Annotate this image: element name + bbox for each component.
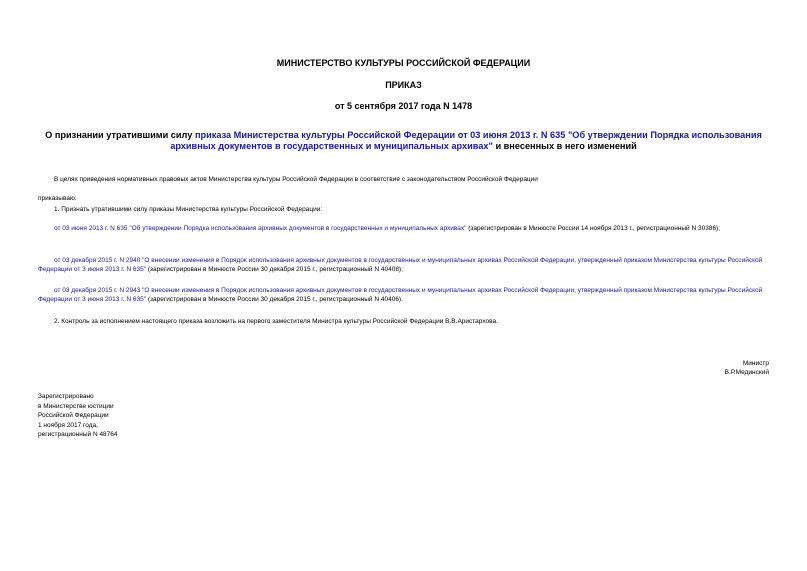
registration-line: Российской Федерации	[38, 412, 109, 419]
item-1: 1. Признать утратившими силу приказы Министерства культуры Российской Федерации:	[54, 206, 323, 213]
doc-type-heading: ПРИКАЗ	[385, 80, 422, 90]
reference-1	[38, 224, 770, 233]
reference-2	[38, 256, 770, 274]
date-number-heading: от 5 сентября 2017 года N 1478	[334, 101, 473, 111]
reference-2-link[interactable]: от 03 декабря 2015 г. N 2940 "О внесении изменения в Порядок использования архивных документов в государственных и муниципальных архивах Российской Федерации, утвержденный приказом Министерства культуры Российской Федерации от 3 июня 2013 г. N 635"	[38, 257, 763, 273]
registration-line: регистрационный N 48764	[38, 431, 118, 438]
registration-line: 1 ноября 2017 года,	[38, 421, 98, 429]
signature-position: Министр	[742, 360, 769, 367]
registration-block	[38, 392, 118, 440]
reference-3-text: (зарегистрирован в Минюсте России 30 декабря 2015 г., регистрационный N 40406).	[146, 296, 403, 303]
document-title	[40, 130, 767, 152]
reference-3	[38, 286, 770, 304]
ministry-heading: МИНИСТЕРСТВО КУЛЬТУРЫ РОССИЙСКОЙ ФЕДЕРАЦИИ	[276, 58, 531, 68]
title-order-link[interactable]: приказа Министерства культуры Российской Федерации от 03 июня 2013 г. N 635 "Об утверждении Порядка использования архивных документов в государственных и муниципальных архивах"	[170, 130, 762, 151]
item-2: 2. Контроль за исполнением настоящего приказа возложить на первого заместителя Министра культуры Российской Федерации В.В.Аристархова.	[54, 318, 498, 325]
reference-1-text: (зарегистрирован в Минюсте России 14 ноября 2013 г., регистрационный N 30386);	[466, 225, 721, 232]
title-suffix: и внесенных в него изменений	[492, 141, 637, 151]
order-word: приказываю:	[38, 195, 77, 202]
reference-3-link[interactable]: от 03 декабря 2015 г. N 2943 "О внесении изменения в Порядок использования архивных документов в государственных и муниципальных архивах Российской Федерации, утвержденный приказом Министерства культуры Российской Федерации от 3 июня 2013 г. N 635"	[38, 287, 763, 303]
signature-name: В.Р.Мединский	[724, 369, 769, 376]
registration-line: в Министерстве юстиции	[38, 402, 114, 410]
reference-2-text: (зарегистрирован в Минюсте России 30 декабря 2015 г., регистрационный N 40408);	[146, 266, 403, 273]
title-prefix: О признании утратившими силу	[45, 130, 195, 140]
reference-1-link[interactable]: от 03 июня 2013 г. N 635 "Об утверждении Порядка использования архивных документов в государственных и муниципальных архивах"	[54, 225, 467, 232]
registration-line: Зарегистрировано	[38, 393, 94, 400]
intro-paragraph: В целях приведения нормативных правовых актов Министерства культуры Российской Федерации в соответствие с законодательством Российской Федерации	[54, 176, 538, 183]
